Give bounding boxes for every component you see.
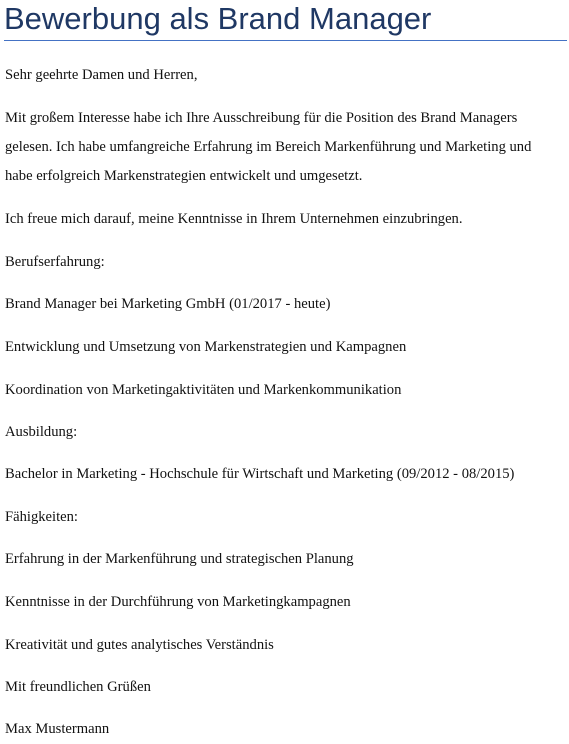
education-heading: Ausbildung: <box>5 424 78 440</box>
skills-item: Erfahrung in der Markenführung und strategischen Planung <box>5 551 354 567</box>
salutation: Sehr geehrte Damen und Herren, <box>5 67 198 83</box>
motivation-paragraph: Ich freue mich darauf, meine Kenntnisse in Ihrem Unternehmen einzubringen. <box>5 211 463 227</box>
title-underline <box>4 40 567 41</box>
skills-item: Kreativität und gutes analytisches Verständnis <box>5 637 274 653</box>
skills-heading: Fähigkeiten: <box>5 509 78 525</box>
skills-item: Kenntnisse in der Durchführung von Marketingkampagnen <box>5 594 351 610</box>
experience-heading: Berufserfahrung: <box>5 254 105 270</box>
education-item: Bachelor in Marketing - Hochschule für Wirtschaft und Marketing (09/2012 - 08/2015) <box>5 466 515 482</box>
document-title: Bewerbung als Brand Manager <box>4 1 432 36</box>
intro-line-2: gelesen. Ich habe umfangreiche Erfahrung im Bereich Markenführung und Marketing und <box>5 139 532 155</box>
intro-line-1: Mit großem Interesse habe ich Ihre Ausschreibung für die Position des Brand Managers <box>5 110 518 126</box>
closing-line: Mit freundlichen Grüßen <box>5 679 151 695</box>
experience-item: Brand Manager bei Marketing GmbH (01/2017 - heute) <box>5 296 331 312</box>
intro-line-3: habe erfolgreich Markenstrategien entwickelt und umgesetzt. <box>5 168 363 184</box>
experience-item: Koordination von Marketingaktivitäten und Markenkommunikation <box>5 382 402 398</box>
experience-item: Entwicklung und Umsetzung von Markenstrategien und Kampagnen <box>5 339 407 355</box>
signature-name: Max Mustermann <box>5 721 110 737</box>
